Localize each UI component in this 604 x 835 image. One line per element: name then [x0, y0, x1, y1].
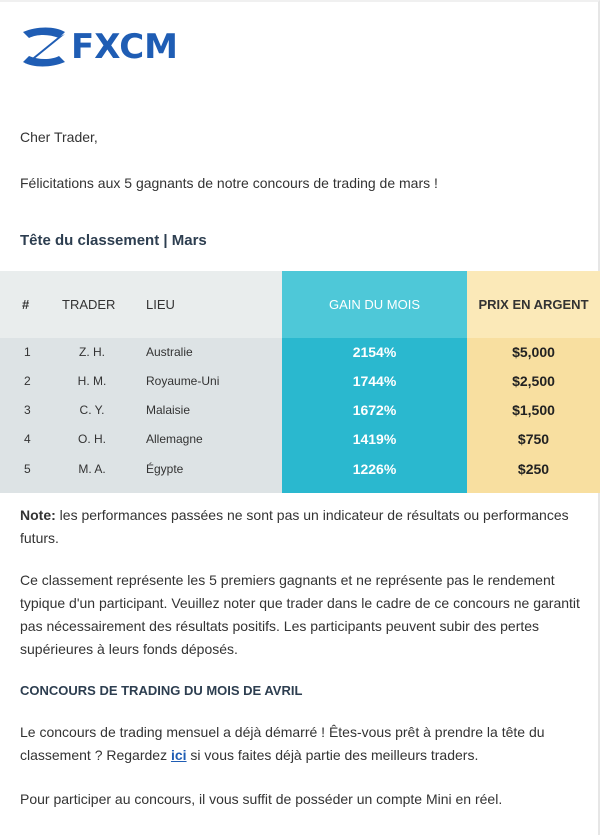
note-label: Note: — [20, 507, 56, 523]
participate-paragraph: Pour participer au concours, il vous suffit de posséder un compte Mini en réel. — [20, 791, 503, 807]
table-row — [0, 454, 600, 483]
here-link[interactable]: ici — [170, 747, 187, 763]
table-row — [0, 366, 600, 395]
cell-prize: $750 — [517, 430, 550, 447]
header-prize: PRIX EN ARGENT — [478, 297, 589, 312]
cell-rank: 2 — [24, 373, 31, 388]
cell-place: Égypte — [146, 461, 184, 476]
cell-place: Malaisie — [146, 402, 191, 417]
cell-gain: 1744% — [352, 372, 397, 389]
april-contest-title: CONCOURS DE TRADING DU MOIS DE AVRIL — [20, 683, 303, 698]
note-text: les performances passées ne sont pas un indicateur de résultats ou performances futurs. — [20, 507, 569, 546]
cell-trader: Z. H. — [79, 344, 105, 359]
cell-rank: 3 — [24, 402, 31, 417]
cell-prize: $1,500 — [512, 401, 555, 418]
header-place: LIEU — [146, 297, 175, 312]
table-row — [0, 424, 600, 453]
note-paragraph — [20, 504, 580, 550]
cell-rank: 1 — [24, 344, 31, 359]
april-paragraph — [20, 721, 580, 767]
cell-prize: $5,000 — [512, 343, 555, 360]
cell-place: Allemagne — [146, 431, 203, 446]
ranking-table — [0, 271, 600, 493]
april-text-after: si vous faites déjà partie des meilleurs traders. — [186, 747, 479, 763]
header-rank: # — [22, 297, 30, 312]
cell-gain: 2154% — [352, 343, 397, 360]
header-gain: GAIN DU MOIS — [328, 297, 420, 312]
cell-prize: $2,500 — [512, 372, 555, 389]
table-header-row — [0, 271, 600, 338]
fxcm-swoosh-icon — [19, 22, 69, 72]
table-row — [0, 337, 600, 366]
cell-gain: 1672% — [352, 401, 397, 418]
header-trader: TRADER — [62, 297, 116, 312]
cell-rank: 4 — [24, 431, 31, 446]
cell-place: Australie — [146, 344, 193, 359]
cell-gain: 1419% — [352, 430, 397, 447]
cell-prize: $250 — [517, 460, 550, 477]
cell-trader: C. Y. — [79, 402, 105, 417]
table-row — [0, 395, 600, 424]
cell-trader: H. M. — [77, 373, 107, 388]
fxcm-logo[interactable] — [19, 22, 178, 72]
cell-gain: 1226% — [352, 460, 397, 477]
cell-trader: M. A. — [78, 461, 106, 476]
cell-rank: 5 — [24, 461, 31, 476]
greeting: Cher Trader, — [20, 129, 98, 145]
cell-trader: O. H. — [77, 431, 106, 446]
cell-place: Royaume-Uni — [146, 373, 220, 388]
brand-name: FXCM — [71, 27, 179, 67]
disclaimer-paragraph: Ce classement représente les 5 premiers gagnants et ne représente pas le rendement typique d'un participant. Veuillez noter que trader dans le cadre de ce concours ne garantit pas nécessairement des résultats positifs. Les participants peuvent subir des pertes supérieures à leurs fonds déposés. — [20, 572, 580, 657]
ranking-title: Tête du classement | Mars — [20, 232, 207, 249]
april-text-before: Le concours de trading mensuel a déjà démarré ! Êtes-vous prêt à prendre la tête du classement ? Regardez — [20, 724, 545, 763]
congrats-text: Félicitations aux 5 gagnants de notre concours de trading de mars ! — [20, 175, 438, 191]
